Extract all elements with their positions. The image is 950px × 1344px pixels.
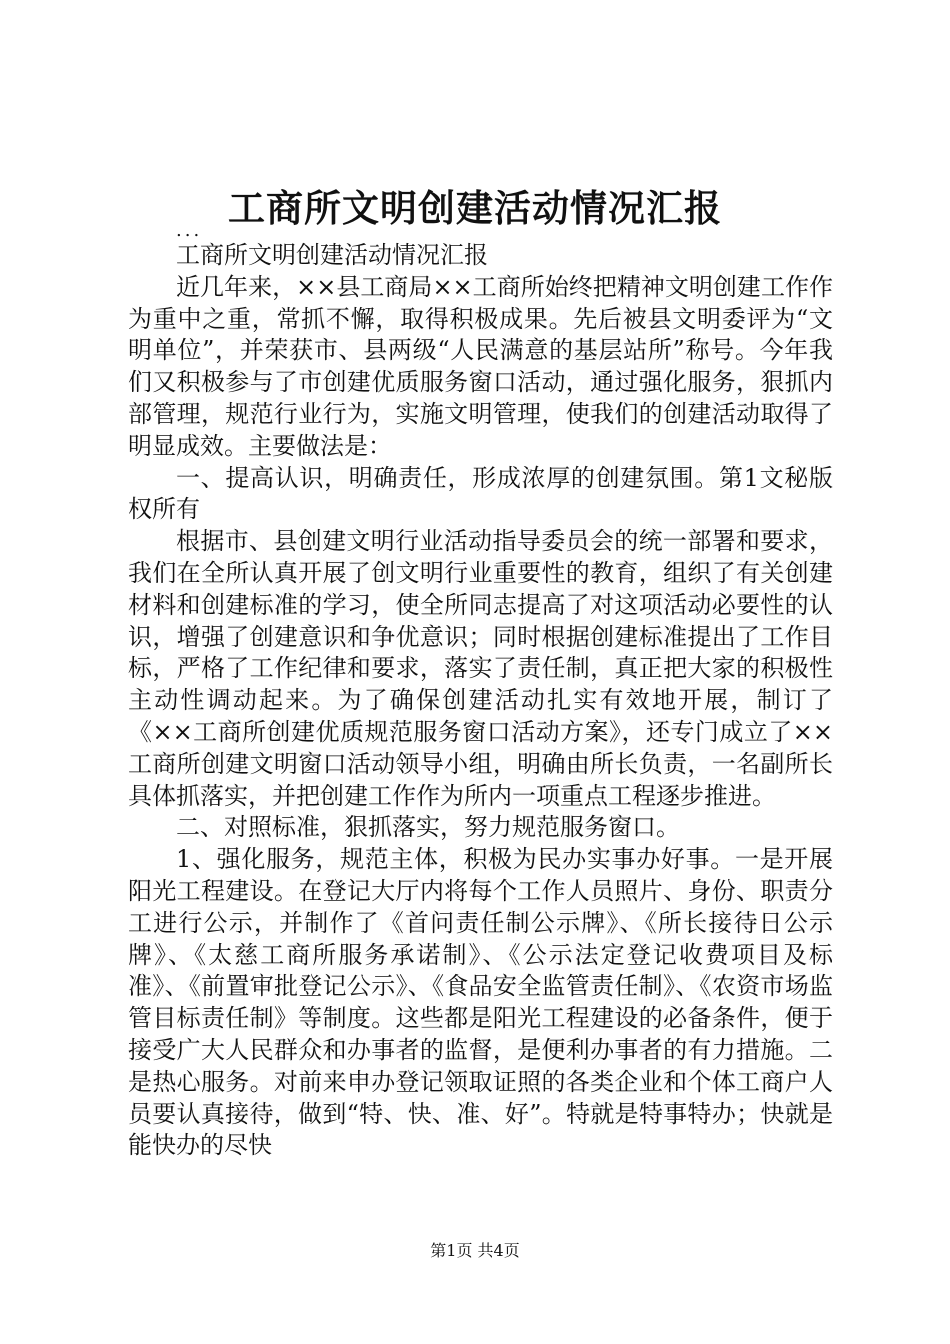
section-heading-1: 一、提高认识，明确责任，形成浓厚的创建氛围。第1文秘版权所有 (128, 463, 833, 524)
intro-paragraph: 近几年来，××县工商局××工商所始终把精神文明创建工作作为重中之重，常抓不懈，取得积极成果。先后被县文明委评为“文明单位”，并荣获市、县两级“人民满意的基层站所”称号。今年我们又积极参与了市创建优质服务窗口活动，通过强化服务，狠抓内部管理，规范行业行为，实施文明管理，使我们的创建活动取得了明显成效。主要做法是： (128, 272, 833, 460)
section-heading-2: 二、对照标准，狠抓落实，努力规范服务窗口。 (176, 813, 680, 842)
page-footer: 第1页 共4页 (430, 1241, 520, 1260)
body-paragraph: 1、强化服务，规范主体，积极为民办实事办好事。一是开展阳光工程建设。在登记大厅内将每个工作人员照片、身份、职责分工进行公示，并制作了《首问责任制公示牌》、《所长接待日公示牌》、《太慈工商所服务承诺制》、《公示法定登记收费项目及标准》、《前置审批登记公示》、《食品安全监管责任制》、《农资市场监管目标责任制》等制度。这些都是阳光工程建设的必备条件，便于接受广大人民群众和办事者的监督，是便利办事者的有力措施。二是热心服务。对前来申办登记领取证照的各类企业和个体工商户人员要认真接待，做到“特、快、准、好”。特就是特事特办；快就是能快办的尽快 (128, 845, 833, 1160)
page-title: 工商所文明创建活动情况汇报 (228, 186, 722, 230)
document-body (128, 222, 833, 1162)
subtitle-paragraph: 工商所文明创建活动情况汇报 (176, 241, 488, 269)
body-paragraph: 根据市、县创建文明行业活动指导委员会的统一部署和要求，我们在全所认真开展了创文明行业重要性的教育，组织了有关创建材料和创建标准的学习，使全所同志提高了对这项活动必要性的认识，增强了创建意识和争优意识；同时根据创建标准提出了工作目标，严格了工作纪律和要求，落实了责任制，真正把大家的积极性主动性调动起来。为了确保创建活动扎实有效地开展，制订了《××工商所创建优质规范服务窗口活动方案》，还专门成立了××工商所创建文明窗口活动领导小组，明确由所长负责，一名副所长具体抓落实，并把创建工作作为所内一项重点工程逐步推进。 (128, 527, 833, 810)
ellipsis-marker: ... (176, 220, 203, 241)
